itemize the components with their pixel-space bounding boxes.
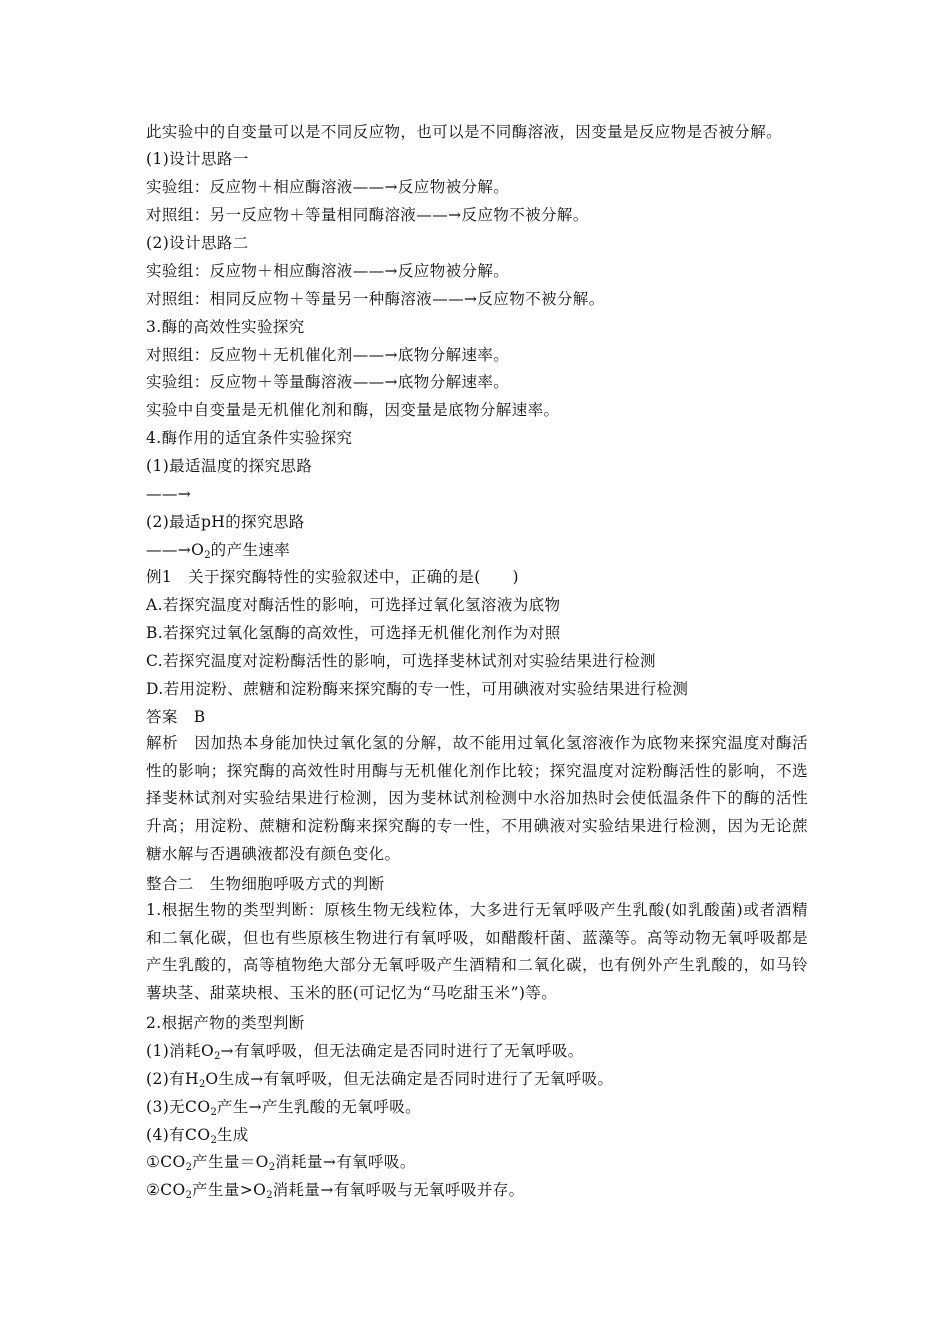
subscript: 2 (185, 1190, 193, 1201)
text-line (146, 1040, 584, 1062)
example-question: 例1 关于探究酶特性的实验叙述中，正确的是( ) (146, 568, 519, 586)
text-line: (2)设计思路二 (146, 234, 249, 252)
section-heading: 整合二 生物细胞呼吸方式的判断 (146, 875, 385, 893)
text-run: (4)有CO (146, 1126, 211, 1144)
text-run: O生成→有氧呼吸，但无法确定是否同时进行了无氧呼吸。 (205, 1070, 614, 1088)
text-run: ①CO (146, 1153, 186, 1171)
subscript: 2 (204, 550, 211, 561)
text-line: 此实验中的自变量可以是不同反应物，也可以是不同酶溶液，因变量是反应物是否被分解。 (146, 123, 783, 141)
text-line: 对照组：另一反应物＋等量相同酶溶液——→反应物不被分解。 (146, 206, 589, 224)
subscript: 2 (198, 1079, 206, 1090)
subscript: 2 (266, 1190, 273, 1201)
text-line (146, 1179, 525, 1201)
answer: 答案 B (146, 708, 206, 726)
text-line: 实验组：反应物＋相应酶溶液——→反应物被分解。 (146, 178, 510, 196)
text-run: 的产生速率 (210, 541, 291, 559)
text-run: ②CO (146, 1181, 186, 1199)
text-run: ——→O (146, 541, 205, 559)
text-line: (1)设计思路一 (146, 150, 249, 168)
text-line: 实验组：反应物＋相应酶溶液——→反应物被分解。 (146, 262, 510, 280)
option-c: C.若探究温度对淀粉酶活性的影响，可选择斐林试剂对实验结果进行检测 (146, 652, 656, 670)
option-b: B.若探究过氧化氢酶的高效性，可选择无机催化剂作为对照 (146, 624, 561, 642)
text-run: 生成 (216, 1126, 249, 1144)
text-run: (2)有H (146, 1070, 199, 1088)
text-run: 产生量>O (192, 1181, 267, 1199)
subscript: 2 (214, 1051, 221, 1062)
text-run: 产生量＝O (192, 1153, 269, 1171)
text-line: 实验组：反应物＋等量酶溶液——→底物分解速率。 (146, 373, 510, 391)
text-run: 消耗量→有氧呼吸。 (275, 1153, 416, 1171)
section-heading: 3.酶的高效性实验探究 (146, 318, 305, 336)
option-a: A.若探究温度对酶活性的影响，可选择过氧化氢溶液为底物 (146, 596, 561, 614)
text-run: (1)消耗O (146, 1042, 215, 1060)
text-line: 实验中自变量是无机催化剂和酶，因变量是底物分解速率。 (146, 401, 560, 419)
paragraph: 1.根据生物的类型判断：原核生物无线粒体，大多进行无氧呼吸产生乳酸(如乳酸菌)或者酒精和二氧化碳，但也有些原核生物进行有氧呼吸，如醋酸杆菌、蓝藻等。高等动物无氧呼吸都是产生乳酸的，高等植物绝大部分无氧呼吸产生酒精和二氧化碳，也有例外产生乳酸的，如马铃薯块茎、甜菜块根、玉米的胚(可记忆为“马吃甜玉米”)等。 (146, 901, 808, 1003)
subscript: 2 (210, 1107, 217, 1118)
option-d: D.若用淀粉、蔗糖和淀粉酶来探究酶的专一性，可用碘液对实验结果进行检测 (146, 680, 689, 698)
text-run: →有氧呼吸，但无法确定是否同时进行了无氧呼吸。 (220, 1042, 584, 1060)
text-line: (2)最适pH的探究思路 (146, 513, 305, 531)
text-line: 对照组：反应物＋无机催化剂——→底物分解速率。 (146, 346, 510, 364)
text-line (146, 1151, 416, 1173)
text-line (146, 1096, 421, 1118)
subscript: 2 (210, 1135, 217, 1146)
section-heading: 2.根据产物的类型判断 (146, 1014, 305, 1032)
arrow-line (146, 539, 290, 561)
text-line: 对照组：相同反应物＋等量另一种酶溶液——→反应物不被分解。 (146, 290, 605, 308)
subscript: 2 (185, 1162, 193, 1173)
text-run: (3)无CO (146, 1098, 211, 1116)
text-run: 产生→产生乳酸的无氧呼吸。 (216, 1098, 422, 1116)
text-line (146, 1068, 613, 1090)
analysis-paragraph: 解析 因加热本身能加快过氧化氢的分解，故不能用过氧化氢溶液作为底物来探究温度对酶活性的影响；探究酶的高效性时用酶与无机催化剂作比较；探究温度对淀粉酶活性的影响，不选择斐林试剂对实验结果进行检测，因为斐林试剂检测中水浴加热时会使低温条件下的酶的活性升高；用淀粉、蔗糖和淀粉酶来探究酶的专一性，不用碘液对实验结果进行检测，因为无论蔗糖水解与否遇碘液都没有颜色变化。 (146, 734, 808, 863)
text-line (146, 1124, 249, 1146)
text-run: 消耗量→有氧呼吸与无氧呼吸并存。 (272, 1181, 525, 1199)
text-line: (1)最适温度的探究思路 (146, 457, 313, 475)
section-heading: 4.酶作用的适宜条件实验探究 (146, 429, 353, 447)
arrow-line: ——→ (146, 485, 192, 503)
subscript: 2 (268, 1162, 276, 1173)
